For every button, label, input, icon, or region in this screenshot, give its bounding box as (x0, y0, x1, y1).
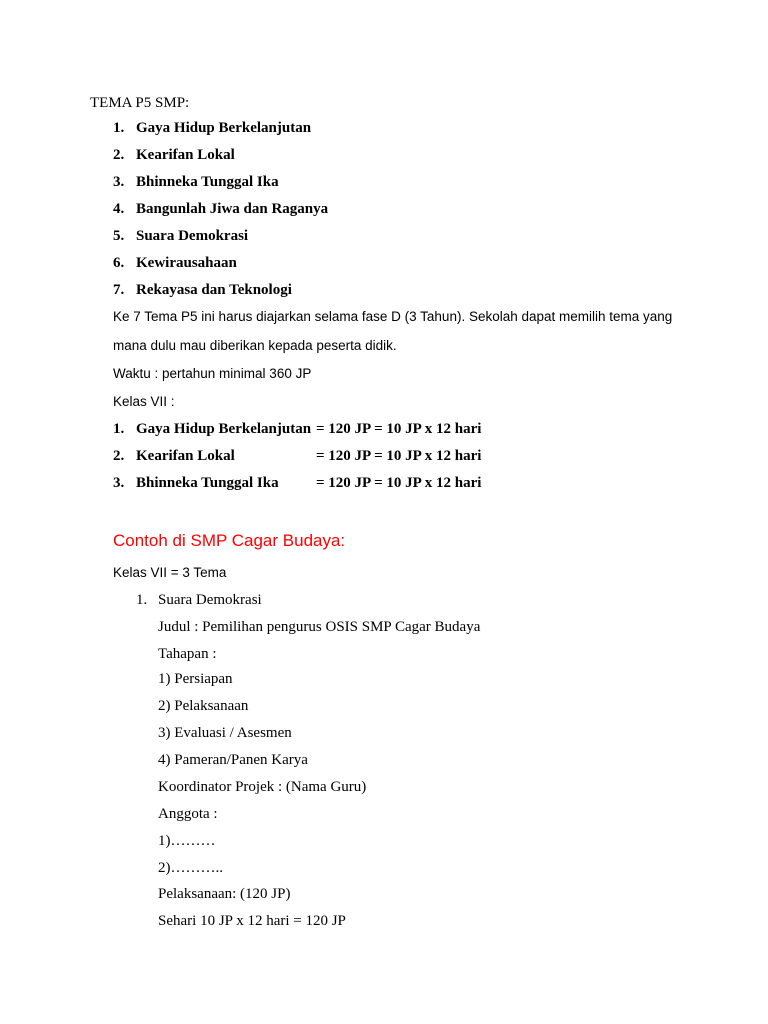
class-theme-jp: = 120 JP = 10 JP x 12 hari (316, 448, 482, 464)
kelas-vii-label: Kelas VII : (113, 394, 175, 409)
theme-label: Rekayasa dan Teknologi (136, 282, 292, 298)
theme-number: 6. (113, 255, 125, 271)
class-theme-number: 3. (113, 475, 125, 491)
class-theme-label: Kearifan Lokal (136, 448, 235, 464)
theme-label: Kewirausahaan (136, 255, 237, 271)
example-line-step: 2) Pelaksanaan (158, 698, 249, 714)
example-line-tahapan: Tahapan : (158, 646, 217, 662)
kelas-vii-tema: Kelas VII = 3 Tema (113, 565, 227, 580)
waktu-text: Waktu : pertahun minimal 360 JP (113, 366, 312, 381)
example-line-pelaksanaan: Pelaksanaan: (120 JP) (158, 886, 291, 902)
theme-number: 5. (113, 228, 125, 244)
theme-number: 3. (113, 174, 125, 190)
example-line-member: 2)……….. (158, 860, 223, 876)
example-line-anggota: Anggota : (158, 806, 218, 822)
example-number: 1. (136, 592, 148, 608)
example-line-step: 3) Evaluasi / Asesmen (158, 725, 292, 741)
theme-number: 2. (113, 147, 125, 163)
theme-label: Bangunlah Jiwa dan Raganya (136, 201, 329, 217)
example-line-step: 4) Pameran/Panen Karya (158, 752, 308, 768)
theme-number: 1. (113, 120, 125, 136)
theme-number: 7. (113, 282, 125, 298)
theme-label: Gaya Hidup Berkelanjutan (136, 120, 312, 136)
class-theme-jp: = 120 JP = 10 JP x 12 hari (316, 475, 482, 491)
theme-label: Kearifan Lokal (136, 147, 235, 163)
class-theme-number: 2. (113, 448, 125, 464)
paragraph-line: mana dulu mau diberikan kepada peserta didik. (113, 338, 397, 353)
paragraph-line: Ke 7 Tema P5 ini harus diajarkan selama fase D (3 Tahun). Sekolah dapat memilih tema yang (113, 309, 673, 324)
theme-label: Suara Demokrasi (136, 228, 249, 244)
example-line-member: 1)……… (158, 833, 216, 849)
theme-label: Bhinneka Tunggal Ika (136, 174, 279, 190)
class-theme-label: Gaya Hidup Berkelanjutan (136, 421, 312, 437)
contoh-heading: Contoh di SMP Cagar Budaya: (113, 531, 346, 550)
theme-number: 4. (113, 201, 125, 217)
class-theme-jp: = 120 JP = 10 JP x 12 hari (316, 421, 482, 437)
example-line-step: 1) Persiapan (158, 671, 233, 687)
example-title: Suara Demokrasi (158, 592, 262, 608)
example-line-sehari: Sehari 10 JP x 12 hari = 120 JP (158, 913, 346, 929)
example-line-koordinator: Koordinator Projek : (Nama Guru) (158, 779, 367, 795)
document-title: TEMA P5 SMP: (90, 95, 190, 111)
example-line-judul: Judul : Pemilihan pengurus OSIS SMP Cagar Budaya (158, 619, 481, 635)
class-theme-number: 1. (113, 421, 125, 437)
class-theme-label: Bhinneka Tunggal Ika (136, 475, 279, 491)
